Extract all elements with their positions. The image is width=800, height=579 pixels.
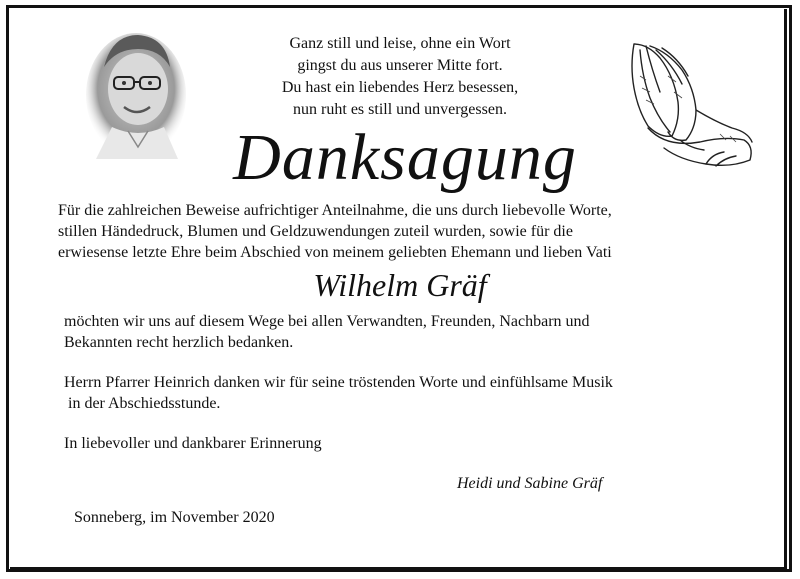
place-date: Sonneberg, im November 2020 [74, 509, 275, 526]
pastor-line: in der Abschiedsstunde. [64, 395, 221, 412]
pastor-line: Herrn Pfarrer Heinrich danken wir für seine tröstenden Worte und einfühlsame Musik [64, 374, 613, 391]
intro-text [58, 200, 758, 263]
intro-line: Für die zahlreichen Beweise aufrichtiger Anteilnahme, die uns durch liebevolle Worte, [58, 202, 612, 219]
pastor-text [64, 372, 764, 414]
signers: Heidi und Sabine Gräf [457, 475, 603, 492]
deceased-name: Wilhelm Gräf [313, 267, 487, 303]
poem-line: nun ruht es still und unvergessen. [293, 101, 507, 118]
thanks-line: Bekannten recht herzlich bedanken. [64, 334, 294, 351]
closing-text: In liebevoller und dankbarer Erinnerung [64, 435, 322, 452]
poem-line: gingst du aus unserer Mitte fort. [297, 57, 503, 74]
poem-line: Ganz still und leise, ohne ein Wort [289, 35, 511, 52]
poem [230, 33, 570, 121]
praying-hands-icon [620, 36, 760, 176]
intro-line: erwiesense letzte Ehre beim Abschied von meinem geliebten Ehemann und lieben Vati [58, 244, 612, 261]
thanks-line: möchten wir uns auf diesem Wege bei allen Verwandten, Freunden, Nachbarn und [64, 313, 590, 330]
portrait-photo [82, 27, 190, 159]
intro-line: stillen Händedruck, Blumen und Geldzuwendungen zuteil wurden, sowie für die [58, 223, 573, 240]
thanks-text [64, 311, 764, 353]
page-title: Danksagung [233, 121, 577, 194]
poem-line: Du hast ein liebendes Herz besessen, [281, 79, 519, 96]
